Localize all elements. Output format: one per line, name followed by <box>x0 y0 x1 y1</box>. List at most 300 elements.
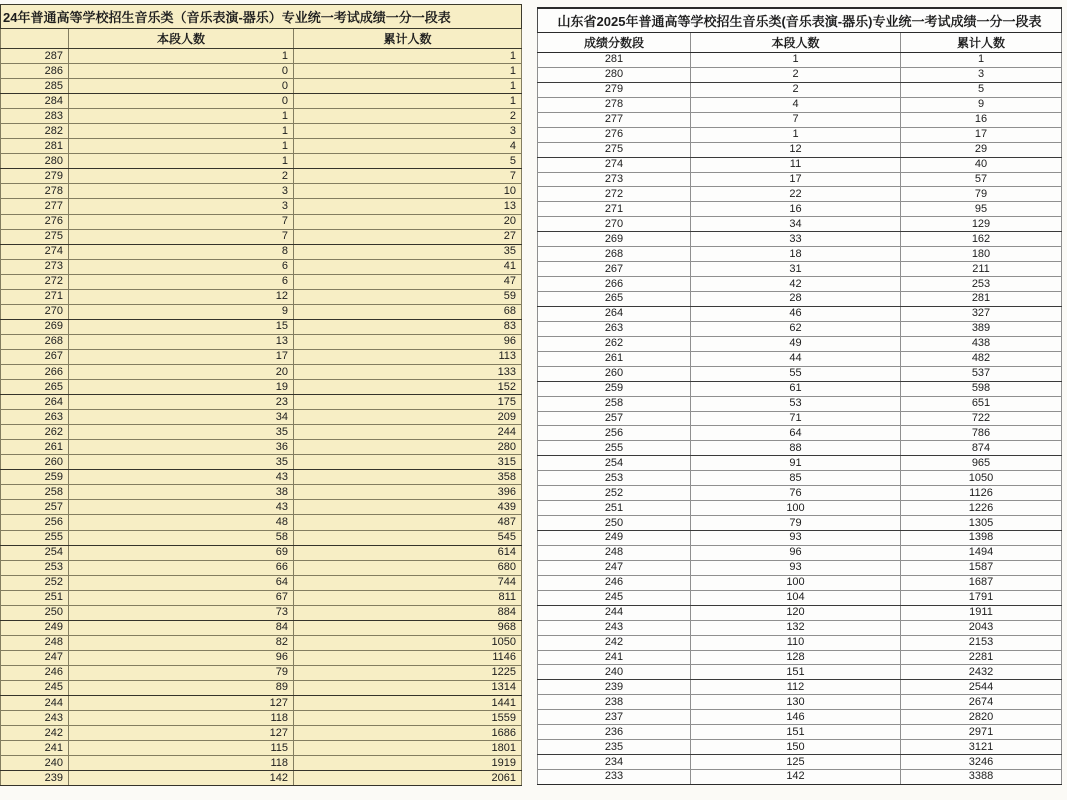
score-cell: 245 <box>1 680 69 695</box>
score-cell: 246 <box>538 575 691 590</box>
score-cell: 259 <box>538 381 691 396</box>
cumulative-cell: 17 <box>901 127 1062 142</box>
table-row <box>538 396 1062 411</box>
table-row <box>1 154 522 169</box>
table-row <box>538 366 1062 381</box>
count-cell: 96 <box>691 545 901 560</box>
cumulative-cell: 4 <box>294 139 522 154</box>
count-cell: 76 <box>691 486 901 501</box>
table-row <box>1 49 522 64</box>
cumulative-cell: 1398 <box>901 531 1062 546</box>
score-cell: 285 <box>1 79 69 94</box>
score-cell: 249 <box>538 531 691 546</box>
cumulative-cell: 1 <box>901 53 1062 68</box>
count-cell: 82 <box>69 635 294 650</box>
table-row <box>1 229 522 244</box>
count-cell: 150 <box>691 740 901 755</box>
score-cell: 271 <box>1 289 69 304</box>
count-cell: 118 <box>69 756 294 771</box>
count-cell: 46 <box>691 306 901 321</box>
score-cell: 268 <box>538 247 691 262</box>
cumulative-cell: 59 <box>294 289 522 304</box>
cumulative-cell: 68 <box>294 304 522 319</box>
cumulative-cell: 280 <box>294 440 522 455</box>
table-row <box>538 247 1062 262</box>
score-cell: 279 <box>1 169 69 184</box>
cumulative-column-header: 累计人数 <box>901 33 1062 53</box>
cumulative-cell: 482 <box>901 351 1062 366</box>
count-cell: 38 <box>69 485 294 500</box>
table-row <box>538 321 1062 336</box>
count-cell: 151 <box>691 725 901 740</box>
count-cell: 1 <box>69 154 294 169</box>
score-cell: 277 <box>538 112 691 127</box>
cumulative-cell: 2820 <box>901 710 1062 725</box>
count-cell: 43 <box>69 500 294 515</box>
count-cell: 128 <box>691 650 901 665</box>
count-cell: 151 <box>691 665 901 680</box>
count-cell: 79 <box>69 665 294 680</box>
table-row <box>1 410 522 425</box>
score-cell: 252 <box>1 575 69 590</box>
table-row <box>1 470 522 485</box>
table-row <box>538 262 1062 277</box>
count-cell: 2 <box>691 82 901 97</box>
count-cell: 142 <box>691 770 901 785</box>
count-cell: 64 <box>69 575 294 590</box>
score-cell: 268 <box>1 334 69 349</box>
cumulative-cell: 1 <box>294 79 522 94</box>
table-row <box>538 710 1062 725</box>
count-cell: 127 <box>69 726 294 741</box>
cumulative-cell: 968 <box>294 620 522 635</box>
count-cell: 0 <box>69 79 294 94</box>
cumulative-cell: 3 <box>901 67 1062 82</box>
cumulative-cell: 1686 <box>294 726 522 741</box>
cumulative-cell: 162 <box>901 232 1062 247</box>
count-cell: 79 <box>691 516 901 531</box>
score-cell: 241 <box>1 741 69 756</box>
cumulative-cell: 2043 <box>901 620 1062 635</box>
score-cell: 265 <box>538 292 691 307</box>
count-cell: 146 <box>691 710 901 725</box>
count-cell: 66 <box>69 560 294 575</box>
cumulative-cell: 16 <box>901 112 1062 127</box>
count-cell: 44 <box>691 351 901 366</box>
score-cell: 279 <box>538 82 691 97</box>
table-row <box>538 187 1062 202</box>
table-row <box>1 605 522 620</box>
cumulative-cell: 20 <box>294 214 522 229</box>
score-cell: 251 <box>1 590 69 605</box>
score-cell: 282 <box>1 124 69 139</box>
table-row <box>538 635 1062 650</box>
count-cell: 6 <box>69 259 294 274</box>
cumulative-cell: 1911 <box>901 605 1062 620</box>
table-row <box>1 545 522 560</box>
score-cell: 274 <box>538 157 691 172</box>
cumulative-cell: 3121 <box>901 740 1062 755</box>
table-row <box>538 351 1062 366</box>
score-cell: 252 <box>538 486 691 501</box>
table-row <box>538 292 1062 307</box>
table-row <box>1 680 522 695</box>
table-row <box>1 349 522 364</box>
count-cell: 0 <box>69 64 294 79</box>
table-row <box>538 336 1062 351</box>
table-row <box>1 169 522 184</box>
score-cell: 264 <box>1 395 69 410</box>
table-row <box>1 530 522 545</box>
cumulative-cell: 244 <box>294 425 522 440</box>
cumulative-cell: 5 <box>901 82 1062 97</box>
score-cell: 242 <box>1 726 69 741</box>
cumulative-cell: 1919 <box>294 756 522 771</box>
score-cell: 247 <box>1 650 69 665</box>
table-row <box>1 244 522 259</box>
cumulative-cell: 396 <box>294 485 522 500</box>
cumulative-cell: 5 <box>294 154 522 169</box>
left-table-panel-2024 <box>0 4 521 786</box>
cumulative-cell: 13 <box>294 199 522 214</box>
cumulative-cell: 2281 <box>901 650 1062 665</box>
cumulative-cell: 10 <box>294 184 522 199</box>
count-cell: 67 <box>69 590 294 605</box>
table-row <box>538 142 1062 157</box>
score-cell: 262 <box>1 425 69 440</box>
cumulative-cell: 327 <box>901 306 1062 321</box>
score-cell: 246 <box>1 665 69 680</box>
table-row <box>1 485 522 500</box>
count-cell: 7 <box>69 229 294 244</box>
table-row <box>538 381 1062 396</box>
score-cell: 274 <box>1 244 69 259</box>
count-cell: 35 <box>69 455 294 470</box>
table-row <box>1 696 522 711</box>
score-band-column-header: 成绩分数段 <box>538 33 691 53</box>
score-cell: 263 <box>538 321 691 336</box>
count-cell: 1 <box>69 49 294 64</box>
table-row <box>1 515 522 530</box>
count-column-header: 本段人数 <box>69 29 294 49</box>
table-row <box>1 94 522 109</box>
cumulative-cell: 1226 <box>901 501 1062 516</box>
cumulative-cell: 281 <box>901 292 1062 307</box>
count-cell: 1 <box>691 127 901 142</box>
table-row <box>538 456 1062 471</box>
table-row <box>538 695 1062 710</box>
count-cell: 43 <box>69 470 294 485</box>
count-cell: 1 <box>69 124 294 139</box>
table-row <box>538 680 1062 695</box>
score-cell: 240 <box>1 756 69 771</box>
count-cell: 104 <box>691 590 901 605</box>
cumulative-cell: 3388 <box>901 770 1062 785</box>
table-row <box>538 516 1062 531</box>
score-cell: 244 <box>1 696 69 711</box>
score-cell: 237 <box>538 710 691 725</box>
score-cell: 254 <box>1 545 69 560</box>
score-cell: 257 <box>1 500 69 515</box>
score-cell: 273 <box>538 172 691 187</box>
table-header-row <box>1 29 522 49</box>
cumulative-cell: 35 <box>294 244 522 259</box>
score-cell: 249 <box>1 620 69 635</box>
table-row <box>1 364 522 379</box>
count-cell: 127 <box>69 696 294 711</box>
cumulative-cell: 438 <box>901 336 1062 351</box>
table-row <box>538 82 1062 97</box>
table-row <box>538 306 1062 321</box>
cumulative-cell: 211 <box>901 262 1062 277</box>
count-cell: 1 <box>69 109 294 124</box>
table-row <box>538 232 1062 247</box>
count-cell: 17 <box>69 349 294 364</box>
score-cell: 275 <box>538 142 691 157</box>
score-cell: 245 <box>538 590 691 605</box>
score-cell: 239 <box>538 680 691 695</box>
count-cell: 96 <box>69 650 294 665</box>
count-cell: 110 <box>691 635 901 650</box>
cumulative-cell: 389 <box>901 321 1062 336</box>
cumulative-cell: 95 <box>901 202 1062 217</box>
table-row <box>538 97 1062 112</box>
table-row <box>1 139 522 154</box>
score-cell: 256 <box>1 515 69 530</box>
score-cell: 287 <box>1 49 69 64</box>
table-row <box>538 665 1062 680</box>
score-cell: 269 <box>1 319 69 334</box>
table-title-row <box>1 5 522 29</box>
table-row <box>538 650 1062 665</box>
count-cell: 8 <box>69 244 294 259</box>
table-row <box>1 500 522 515</box>
count-cell: 93 <box>691 560 901 575</box>
count-cell: 2 <box>69 169 294 184</box>
count-cell: 132 <box>691 620 901 635</box>
count-cell: 1 <box>69 139 294 154</box>
cumulative-cell: 175 <box>294 395 522 410</box>
score-cell: 241 <box>538 650 691 665</box>
score-cell: 269 <box>538 232 691 247</box>
table-row <box>1 319 522 334</box>
cumulative-cell: 7 <box>294 169 522 184</box>
table-row <box>538 740 1062 755</box>
cumulative-cell: 2544 <box>901 680 1062 695</box>
count-cell: 125 <box>691 755 901 770</box>
score-cell: 258 <box>538 396 691 411</box>
score-cell: 250 <box>538 516 691 531</box>
cumulative-cell: 9 <box>901 97 1062 112</box>
table-row <box>1 575 522 590</box>
table-header-row <box>538 33 1062 53</box>
table-row <box>538 202 1062 217</box>
table-row <box>1 635 522 650</box>
count-cell: 28 <box>691 292 901 307</box>
count-cell: 120 <box>691 605 901 620</box>
count-cell: 58 <box>69 530 294 545</box>
count-cell: 85 <box>691 471 901 486</box>
cumulative-cell: 29 <box>901 142 1062 157</box>
cumulative-cell: 1050 <box>901 471 1062 486</box>
count-cell: 3 <box>69 184 294 199</box>
count-cell: 91 <box>691 456 901 471</box>
cumulative-cell: 180 <box>901 247 1062 262</box>
count-cell: 49 <box>691 336 901 351</box>
score-cell: 238 <box>538 695 691 710</box>
cumulative-cell: 40 <box>901 157 1062 172</box>
count-cell: 34 <box>69 410 294 425</box>
count-cell: 20 <box>69 364 294 379</box>
score-cell: 254 <box>538 456 691 471</box>
table-title-row <box>538 8 1062 33</box>
count-cell: 11 <box>691 157 901 172</box>
table-row <box>538 755 1062 770</box>
cumulative-cell: 651 <box>901 396 1062 411</box>
count-cell: 53 <box>691 396 901 411</box>
table-row <box>1 650 522 665</box>
score-cell: 253 <box>538 471 691 486</box>
cumulative-cell: 965 <box>901 456 1062 471</box>
table-row <box>538 590 1062 605</box>
table-row <box>538 575 1062 590</box>
table-title-2024: 24年普通高等学校招生音乐类（音乐表演-器乐）专业统一考试成绩一分一段表 <box>1 5 522 29</box>
count-cell: 7 <box>691 112 901 127</box>
table-row <box>1 741 522 756</box>
right-table-panel-2025 <box>537 7 1061 785</box>
table-row <box>538 426 1062 441</box>
count-cell: 7 <box>69 214 294 229</box>
score-cell: 256 <box>538 426 691 441</box>
score-cell: 264 <box>538 306 691 321</box>
cumulative-cell: 545 <box>294 530 522 545</box>
table-row <box>1 455 522 470</box>
cumulative-cell: 1494 <box>901 545 1062 560</box>
count-cell: 12 <box>69 289 294 304</box>
count-cell: 142 <box>69 771 294 786</box>
table-row <box>538 172 1062 187</box>
cumulative-cell: 209 <box>294 410 522 425</box>
table-row <box>538 560 1062 575</box>
count-cell: 89 <box>69 680 294 695</box>
table-row <box>1 711 522 726</box>
score-cell: 260 <box>1 455 69 470</box>
count-cell: 42 <box>691 277 901 292</box>
score-cell: 284 <box>1 94 69 109</box>
count-cell: 18 <box>691 247 901 262</box>
score-cell: 263 <box>1 410 69 425</box>
cumulative-cell: 1305 <box>901 516 1062 531</box>
score-cell: 276 <box>1 214 69 229</box>
count-cell: 31 <box>691 262 901 277</box>
table-row <box>538 770 1062 785</box>
cumulative-cell: 1559 <box>294 711 522 726</box>
table-body-2025 <box>538 53 1062 785</box>
table-row <box>1 79 522 94</box>
score-column-header <box>1 29 69 49</box>
cumulative-cell: 1126 <box>901 486 1062 501</box>
table-row <box>538 67 1062 82</box>
cumulative-cell: 680 <box>294 560 522 575</box>
score-cell: 255 <box>538 441 691 456</box>
table-row <box>1 259 522 274</box>
table-row <box>1 395 522 410</box>
table-row <box>538 531 1062 546</box>
table-row <box>538 486 1062 501</box>
cumulative-cell: 487 <box>294 515 522 530</box>
cumulative-cell: 2674 <box>901 695 1062 710</box>
cumulative-cell: 722 <box>901 411 1062 426</box>
table-row <box>1 304 522 319</box>
score-cell: 271 <box>538 202 691 217</box>
table-row <box>1 440 522 455</box>
table-row <box>538 471 1062 486</box>
table-row <box>1 289 522 304</box>
table-row <box>538 53 1062 68</box>
score-cell: 261 <box>538 351 691 366</box>
score-cell: 236 <box>538 725 691 740</box>
score-cell: 247 <box>538 560 691 575</box>
table-row <box>1 274 522 289</box>
cumulative-cell: 811 <box>294 590 522 605</box>
cumulative-cell: 439 <box>294 500 522 515</box>
table-row <box>1 726 522 741</box>
cumulative-cell: 1441 <box>294 696 522 711</box>
cumulative-cell: 2061 <box>294 771 522 786</box>
cumulative-cell: 744 <box>294 575 522 590</box>
cumulative-cell: 3246 <box>901 755 1062 770</box>
score-cell: 255 <box>1 530 69 545</box>
score-cell: 234 <box>538 755 691 770</box>
table-row <box>538 501 1062 516</box>
cumulative-cell: 1 <box>294 94 522 109</box>
cumulative-column-header: 累计人数 <box>294 29 522 49</box>
score-cell: 273 <box>1 259 69 274</box>
cumulative-cell: 133 <box>294 364 522 379</box>
score-cell: 286 <box>1 64 69 79</box>
score-cell: 235 <box>538 740 691 755</box>
cumulative-cell: 1801 <box>294 741 522 756</box>
cumulative-cell: 614 <box>294 545 522 560</box>
table-row <box>1 199 522 214</box>
cumulative-cell: 874 <box>901 441 1062 456</box>
count-cell: 33 <box>691 232 901 247</box>
table-row <box>1 214 522 229</box>
cumulative-cell: 1687 <box>901 575 1062 590</box>
count-cell: 36 <box>69 440 294 455</box>
count-cell: 93 <box>691 531 901 546</box>
count-cell: 71 <box>691 411 901 426</box>
count-cell: 15 <box>69 319 294 334</box>
score-cell: 240 <box>538 665 691 680</box>
table-row <box>538 157 1062 172</box>
count-cell: 16 <box>691 202 901 217</box>
table-row <box>538 620 1062 635</box>
count-cell: 48 <box>69 515 294 530</box>
score-cell: 275 <box>1 229 69 244</box>
cumulative-cell: 786 <box>901 426 1062 441</box>
cumulative-cell: 2 <box>294 109 522 124</box>
cumulative-cell: 57 <box>901 172 1062 187</box>
count-cell: 3 <box>69 199 294 214</box>
score-cell: 266 <box>538 277 691 292</box>
score-cell: 239 <box>1 771 69 786</box>
table-row <box>1 560 522 575</box>
score-cell: 277 <box>1 199 69 214</box>
cumulative-cell: 129 <box>901 217 1062 232</box>
score-cell: 278 <box>538 97 691 112</box>
table-row <box>1 425 522 440</box>
